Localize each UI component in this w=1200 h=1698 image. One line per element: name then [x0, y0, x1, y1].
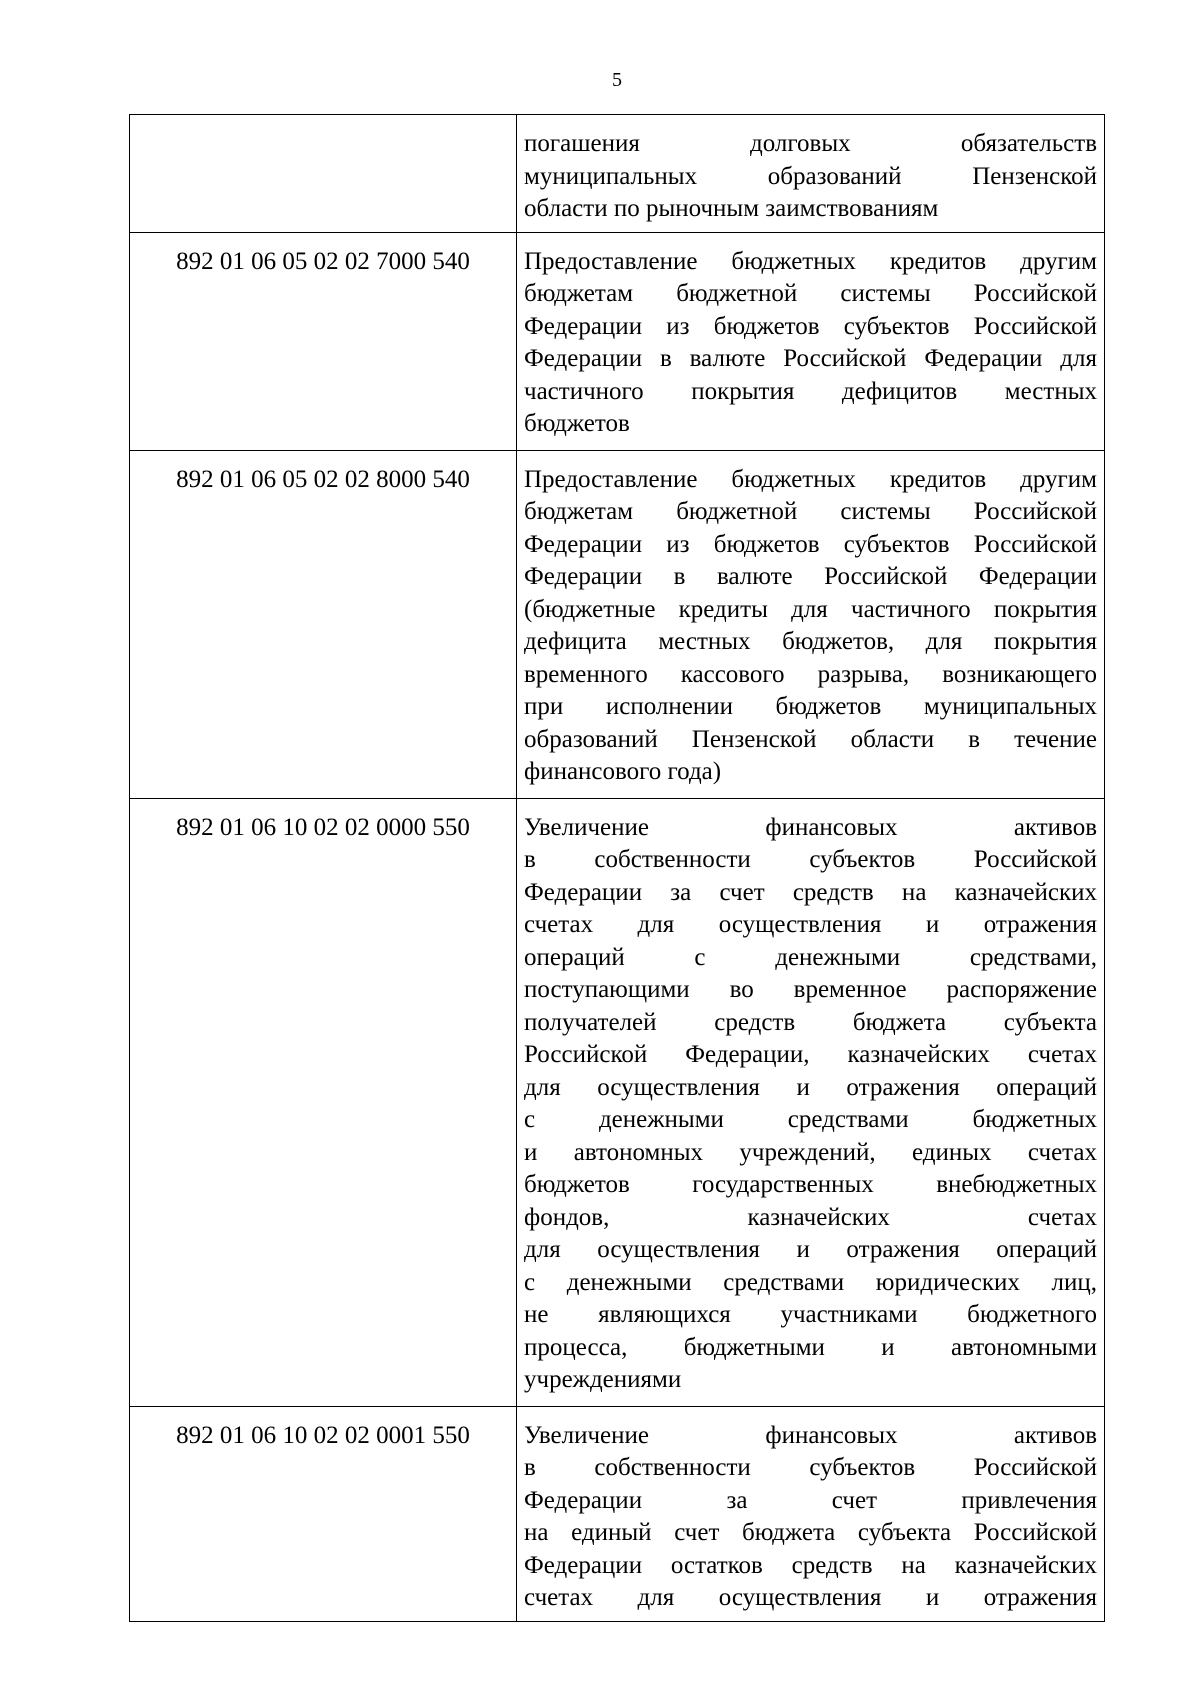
table-row — [130, 115, 1105, 233]
description-line: на единый счет бюджета субъекта Российской — [524, 1519, 1097, 1546]
description-line: финансового года) — [524, 758, 722, 785]
description-line: дефицита местных бюджетов, для покрытия — [524, 628, 1097, 655]
description-line: Федерации за счет привлечения — [524, 1486, 1097, 1514]
description-line: в собственности субъектов Российской — [524, 1454, 1097, 1481]
description-line: операций с денежными средствами, — [524, 943, 1097, 971]
table-row — [130, 232, 1105, 450]
description-cell — [517, 232, 1105, 450]
table-row — [130, 1406, 1105, 1621]
classification-code-cell: 892 01 06 05 02 02 7000 540 — [130, 232, 517, 450]
description-line: в собственности субъектов Российской — [524, 846, 1097, 873]
description-line: временного кассового разрыва, возникающего — [524, 660, 1097, 688]
description-line: Федерации в валюте Российской Федерации — [524, 563, 1097, 590]
description-cell — [517, 115, 1105, 233]
description-line: бюджетов — [524, 410, 630, 437]
description-line: (бюджетные кредиты для частичного покрытия — [524, 595, 1097, 623]
description-line: бюджетов государственных внебюджетных — [524, 1171, 1097, 1198]
description-line: поступающими во временное распоряжение — [524, 976, 1097, 1003]
table-row — [130, 450, 1105, 798]
description-line: с денежными средствами бюджетных — [524, 1106, 1097, 1133]
description-line: Увеличение финансовых активов — [524, 1421, 1097, 1449]
description-line: частичного покрытия дефицитов местных — [524, 377, 1097, 405]
description-cell — [517, 1406, 1105, 1621]
description-line: муниципальных образований Пензенской — [524, 162, 1097, 190]
description-line: получателей средств бюджета субъекта — [524, 1008, 1097, 1036]
description-line: области по рыночным заимствованиям — [524, 195, 939, 222]
description-line: Федерации в валюте Российской Федерации для — [524, 345, 1097, 372]
description-line: процесса, бюджетными и автономными — [524, 1333, 1097, 1361]
description-line: Федерации за счет средств на казначейских — [524, 878, 1097, 906]
description-line: и автономных учреждений, единых счетах — [524, 1138, 1097, 1166]
description-line: счетах для осуществления и отражения — [524, 1584, 1097, 1611]
budget-code-table — [129, 114, 1105, 1622]
description-line: Увеличение финансовых активов — [524, 813, 1097, 841]
description-line: Российской Федерации, казначейских счетах — [524, 1041, 1097, 1068]
classification-code-cell: 892 01 06 10 02 02 0001 550 — [130, 1406, 517, 1621]
description-line: бюджетам бюджетной системы Российской — [524, 498, 1097, 525]
classification-code-cell — [130, 115, 517, 233]
description-line: с денежными средствами юридических лиц, — [524, 1268, 1097, 1296]
description-line: бюджетам бюджетной системы Российской — [524, 280, 1097, 307]
description-line: погашения долговых обязательств — [524, 130, 1097, 157]
description-line: образований Пензенской области в течение — [524, 725, 1097, 753]
description-line: не являющихся участниками бюджетного — [524, 1301, 1097, 1328]
description-line: Федерации остатков средств на казначейских — [524, 1551, 1097, 1579]
description-line: для осуществления и отражения операций — [524, 1236, 1097, 1263]
description-line: учреждениями — [524, 1366, 682, 1393]
description-line: Предоставление бюджетных кредитов другим — [524, 247, 1097, 275]
description-cell — [517, 798, 1105, 1406]
classification-code-cell: 892 01 06 05 02 02 8000 540 — [130, 450, 517, 798]
description-line: Федерации из бюджетов субъектов Российской — [524, 312, 1097, 340]
description-cell — [517, 450, 1105, 798]
description-line: при исполнении бюджетов муниципальных — [524, 693, 1097, 720]
description-line: Федерации из бюджетов субъектов Российской — [524, 530, 1097, 558]
table-row — [130, 798, 1105, 1406]
description-line: счетах для осуществления и отражения — [524, 911, 1097, 938]
description-line: фондов, казначейских счетах — [524, 1203, 1097, 1231]
description-line: Предоставление бюджетных кредитов другим — [524, 465, 1097, 493]
page-number: 5 — [612, 69, 622, 91]
classification-code-cell: 892 01 06 10 02 02 0000 550 — [130, 798, 517, 1406]
description-line: для осуществления и отражения операций — [524, 1073, 1097, 1101]
